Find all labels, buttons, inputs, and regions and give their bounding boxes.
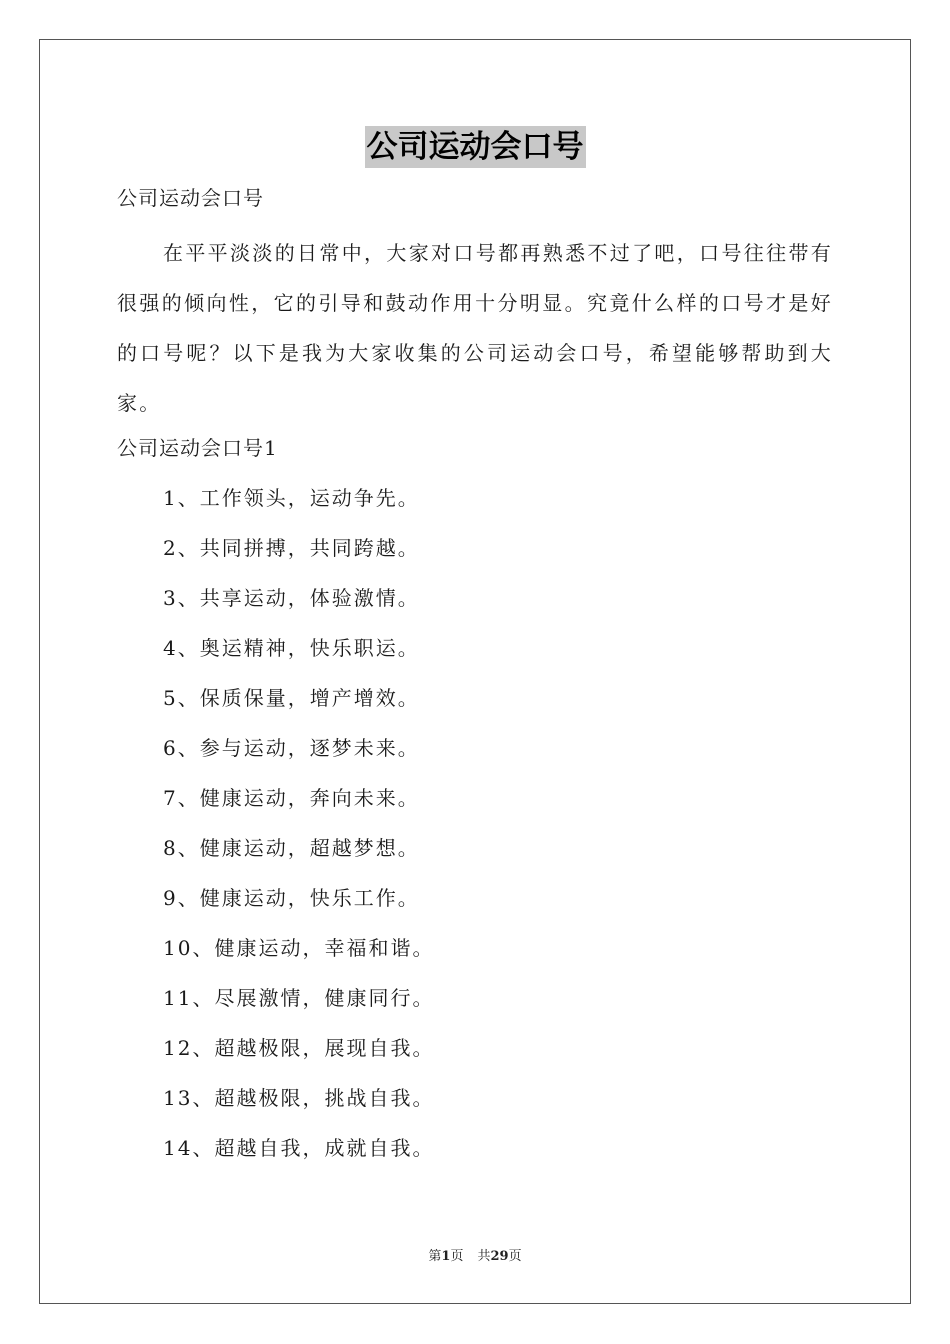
page-suffix: 页 <box>450 1249 464 1264</box>
slogan-list <box>163 483 434 1183</box>
total-prefix: 共 <box>477 1249 491 1264</box>
page-prefix: 第 <box>428 1249 442 1264</box>
slogan-item: 7、健康运动，奔向未来。 <box>163 786 420 810</box>
document-subtitle: 公司运动会口号 <box>117 186 264 210</box>
page-number: 1 <box>441 1249 451 1264</box>
slogan-item: 2、共同拼搏，共同跨越。 <box>163 536 420 560</box>
document-title: 公司运动会口号 <box>365 126 586 168</box>
intro-paragraph: 在平平淡淡的日常中，大家对口号都再熟悉不过了吧，口号往往带有很强的倾向性，它的引导和鼓动作用十分明显。究竟什么样的口号才是好的口号呢？以下是我为大家收集的公司运动会口号，希望能够帮助到大家。 <box>117 241 833 415</box>
slogan-item: 13、超越极限，挑战自我。 <box>163 1086 435 1110</box>
slogan-item: 11、尽展激情，健康同行。 <box>163 986 435 1010</box>
slogan-item: 1、工作领头，运动争先。 <box>163 486 420 510</box>
page-footer <box>0 1247 950 1267</box>
slogan-item: 14、超越自我，成就自我。 <box>163 1136 435 1160</box>
slogan-item: 10、健康运动，幸福和谐。 <box>163 936 435 960</box>
title-container <box>0 126 950 168</box>
slogan-item: 3、共享运动，体验激情。 <box>163 586 420 610</box>
slogan-item: 5、保质保量，增产增效。 <box>163 686 420 710</box>
total-pages: 29 <box>490 1249 509 1264</box>
slogan-item: 9、健康运动，快乐工作。 <box>163 886 420 910</box>
section-heading: 公司运动会口号1 <box>117 436 278 460</box>
slogan-item: 12、超越极限，展现自我。 <box>163 1036 435 1060</box>
slogan-item: 8、健康运动，超越梦想。 <box>163 836 420 860</box>
slogan-item: 6、参与运动，逐梦未来。 <box>163 736 420 760</box>
slogan-item: 4、奥运精神，快乐职运。 <box>163 636 420 660</box>
total-suffix: 页 <box>508 1249 522 1264</box>
